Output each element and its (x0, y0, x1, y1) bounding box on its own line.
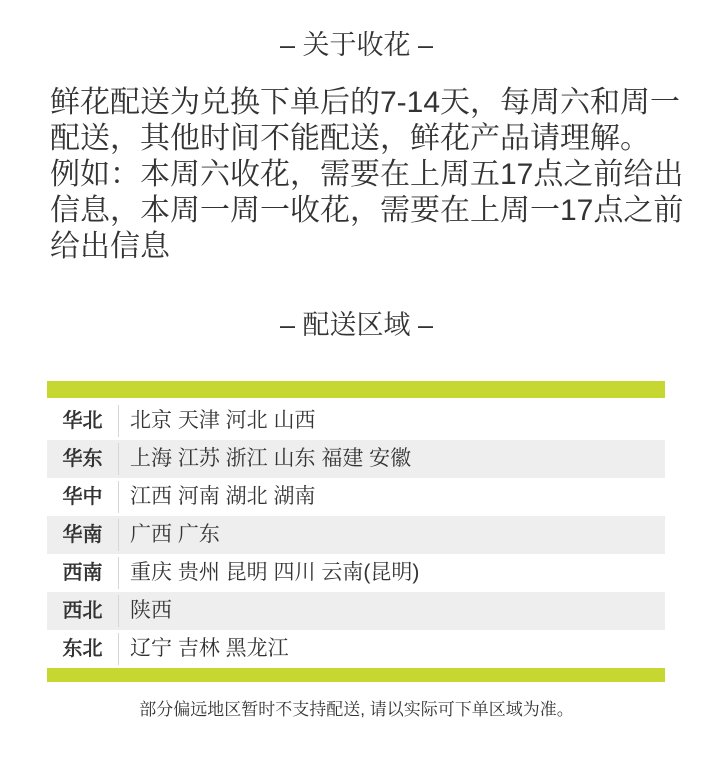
about-line: 给出信息 (50, 230, 170, 263)
region-name: 华北 (62, 410, 103, 432)
region-row-huazhong (47, 478, 665, 516)
region-row-huadong (47, 440, 665, 478)
about-line: 例如：本周六收花，需要在上周五17点之前给出 (50, 158, 684, 191)
region-cities: 北京 天津 河北 山西 (130, 409, 316, 432)
region-name: 华南 (62, 524, 103, 546)
region-cities: 广西 广东 (130, 523, 220, 546)
about-paragraph (50, 85, 700, 265)
region-name: 华东 (62, 448, 103, 470)
region-row-dongbei (47, 630, 665, 668)
region-name: 西南 (62, 562, 103, 584)
region-cities: 上海 江苏 浙江 山东 福建 安徽 (130, 447, 412, 470)
region-row-xibei (47, 592, 665, 630)
region-name: 东北 (62, 638, 103, 660)
table-top-accent-bar (47, 381, 665, 398)
delivery-section-title: – 配送区域 – (279, 310, 434, 340)
region-row-huabei (47, 402, 665, 440)
about-line: 配送，其他时间不能配送，鲜花产品请理解。 (50, 122, 650, 155)
about-line: 信息，本周一周一收花，需要在上周一17点之前 (50, 194, 684, 227)
about-section-title: – 关于收花 – (279, 30, 434, 60)
table-bottom-accent-bar (47, 668, 665, 682)
region-cities: 江西 河南 湖北 湖南 (130, 485, 316, 508)
region-cities: 辽宁 吉林 黑龙江 (130, 637, 289, 660)
region-row-huanan (47, 516, 665, 554)
about-line: 鲜花配送为兑换下单后的7-14天，每周六和周一 (50, 86, 681, 119)
region-cities: 重庆 贵州 昆明 四川 云南(昆明) (130, 561, 420, 584)
delivery-note: 部分偏远地区暂时不支持配送, 请以实际可下单区域为准。 (139, 700, 574, 719)
delivery-region-table (47, 381, 665, 682)
region-cities: 陕西 (130, 599, 172, 622)
region-name: 华中 (62, 486, 103, 508)
region-row-xinan (47, 554, 665, 592)
region-name: 西北 (62, 600, 103, 622)
